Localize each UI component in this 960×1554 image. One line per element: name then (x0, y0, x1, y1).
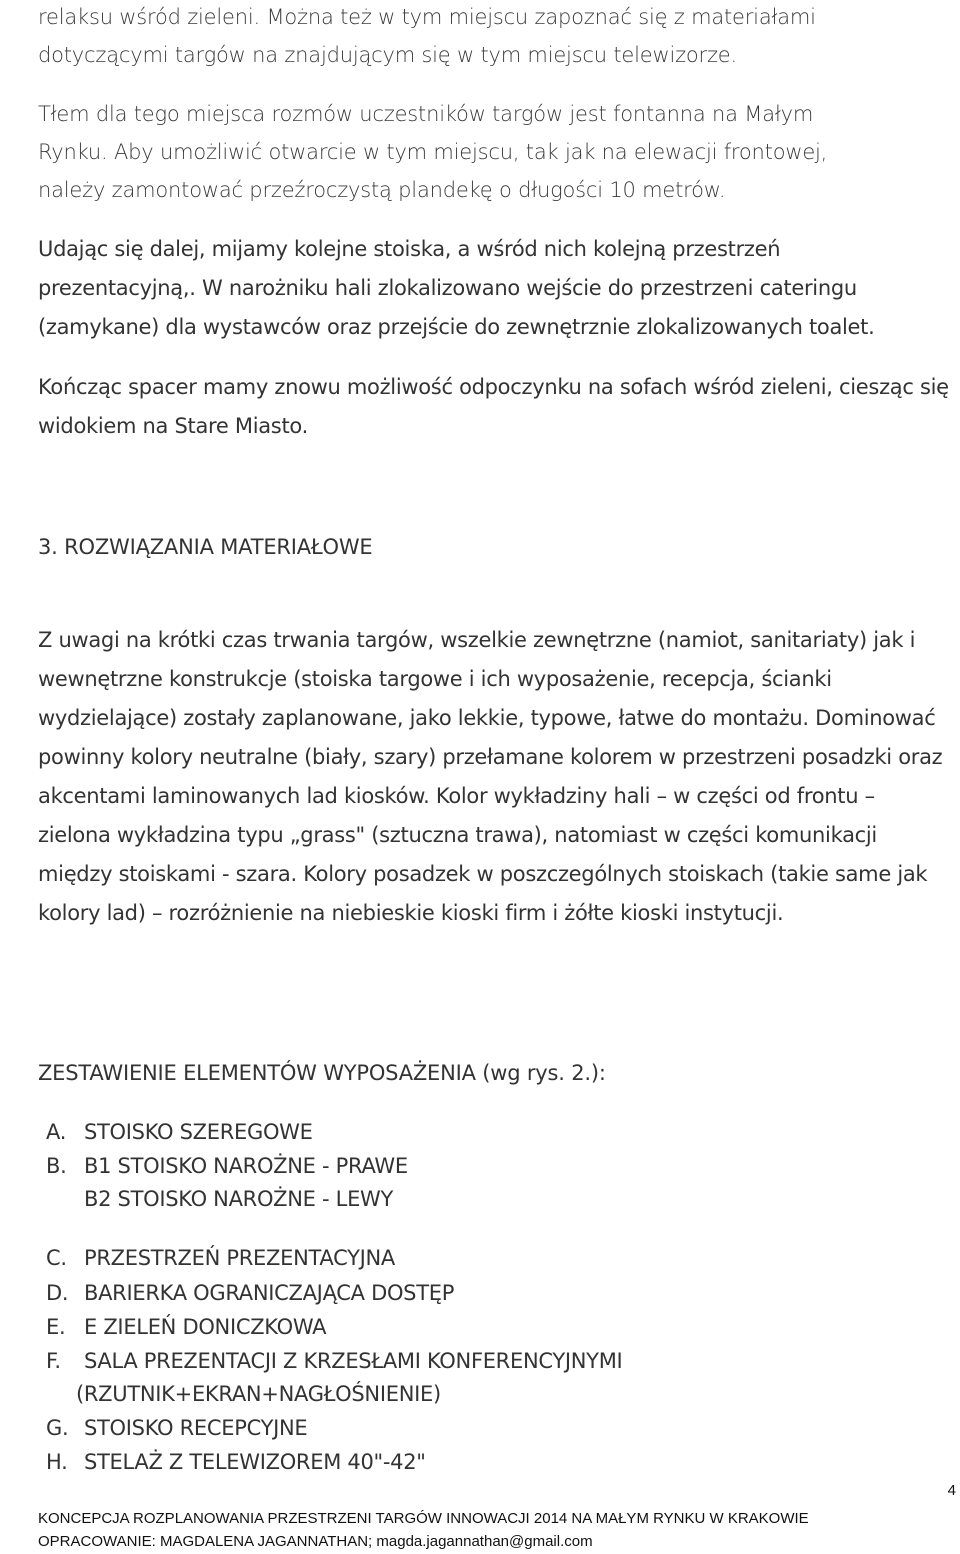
list-letter: A. (46, 1120, 67, 1144)
list-letter: F. (46, 1349, 61, 1373)
list-letter: E. (46, 1315, 66, 1339)
list-item (46, 1349, 622, 1373)
list-item (46, 1281, 454, 1305)
footer-author: OPRACOWANIE: MAGDALENA JAGANNATHAN; magda.jagannathan@gmail.com (38, 1533, 593, 1550)
section-heading-materials: 3. ROZWIĄZANIA MATERIAŁOWE (38, 535, 373, 559)
list-item (84, 1187, 393, 1211)
list-text: B1 STOISKO NAROŻNE - PRAWE (84, 1154, 408, 1178)
paragraph-fountain: Tłem dla tego miejsca rozmów uczestników targów jest fontanna na Małym Rynku. Aby umożliwić otwarcie w tym miejscu, tak jak na elewacji frontowej, należy zamontować przeźroczystą plandekę o długości 10 metrów. (38, 102, 828, 202)
list-text: STOISKO SZEREGOWE (84, 1120, 313, 1144)
paragraph-end: Kończąc spacer mamy znowu możliwość odpoczynku na sofach wśród zieleni, ciesząc się widokiem na Stare Miasto. (38, 375, 949, 438)
paragraph-materials: Z uwagi na krótki czas trwania targów, wszelkie zewnętrzne (namiot, sanitariaty) jak i wewnętrzne konstrukcje (stoiska targowe i ich wyposażenie, recepcja, ścianki wydzielające) zostały zaplanowane, jako lekkie, typowe, łatwe do montażu. Dominować powinny kolory neutralne (biały, szary) przełamane kolorem w przestrzeni posadzki oraz akcentami laminowanych lad kiosków. Kolor wykładziny hali – w części od frontu – zielona wykładzina typu „grass" (sztuczna trawa), natomiast w części komunikacji między stoiskami - szara. Kolory posadzek w poszczególnych stoiskach (takie same jak kolory lad) – rozróżnienie na niebieskie kioski firm i żółte kioski instytucji. (38, 628, 943, 925)
list-letter: G. (46, 1416, 69, 1440)
list-text: PRZESTRZEŃ PREZENTACYJNA (84, 1246, 395, 1270)
list-text: E ZIELEŃ DONICZKOWA (84, 1315, 327, 1339)
paragraph-walk: Udając się dalej, mijamy kolejne stoiska, a wśród nich kolejną przestrzeń prezentacyjną,. W narożniku hali zlokalizowano wejście do przestrzeni cateringu (zamykane) dla wystawców oraz przejście do zewnętrznie zlokalizowanych toalet. (38, 237, 875, 339)
equipment-heading: ZESTAWIENIE ELEMENTÓW WYPOSAŻENIA (wg rys. 2.): (38, 1061, 606, 1085)
list-text: B2 STOISKO NAROŻNE - LEWY (84, 1187, 394, 1211)
list-text: STOISKO RECEPCYJNE (84, 1416, 308, 1440)
list-text: SALA PREZENTACJI Z KRZESŁAMI KONFERENCYJNYMI (84, 1349, 623, 1373)
list-item (46, 1416, 307, 1440)
list-item (46, 1154, 408, 1178)
list-text: (RZUTNIK+EKRAN+NAGŁOŚNIENIE) (76, 1382, 441, 1406)
page-number: 4 (947, 1482, 956, 1499)
list-item (46, 1450, 426, 1474)
footer-title: KONCEPCJA ROZPLANOWANIA PRZESTRZENI TARGÓW INNOWACJI 2014 NA MAŁYM RYNKU W KRAKOWIE (38, 1510, 809, 1527)
list-item (46, 1315, 326, 1339)
list-item (46, 1246, 395, 1270)
list-text: STELAŻ Z TELEWIZOREM 40"-42" (84, 1450, 426, 1474)
list-item (76, 1382, 441, 1406)
list-letter: B. (46, 1154, 67, 1178)
paragraph-intro: relaksu wśród zieleni. Można też w tym miejscu zapoznać się z materiałami dotyczącymi targów na znajdującym się w tym miejscu telewizorze. (38, 5, 816, 67)
list-letter: C. (46, 1246, 67, 1270)
list-letter: H. (46, 1450, 68, 1474)
list-item (46, 1120, 313, 1144)
list-letter: D. (46, 1281, 69, 1305)
list-text: BARIERKA OGRANICZAJĄCA DOSTĘP (84, 1281, 455, 1305)
